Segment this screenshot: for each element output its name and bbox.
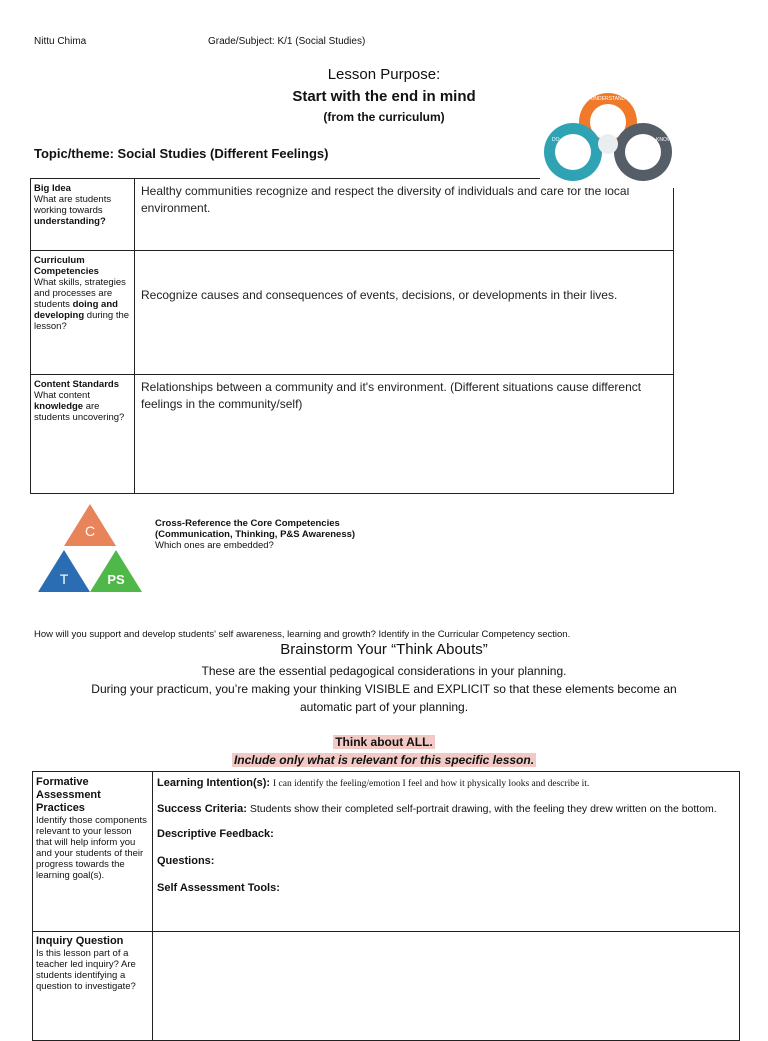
big-idea-label: Big Idea What are students working towards understanding? [31, 179, 135, 250]
c-letter: C [84, 523, 96, 539]
core-competencies-text: Cross-Reference the Core Competencies (Communication, Thinking, P&S Awareness) Which ones are embedded? [155, 518, 356, 551]
understand-do-know-diagram [540, 88, 676, 188]
big-idea-row [31, 179, 673, 250]
competencies-label: Curriculum Competencies What skills, strategies and processes are students doing and developing during the lesson? [31, 251, 135, 374]
support-question: How will you support and develop students' self awareness, learning and growth? Identify in the Curricular Competency section. [34, 629, 571, 640]
think-abouts-table [32, 771, 740, 1041]
core-competencies-logo [36, 498, 144, 594]
competencies-row [31, 250, 673, 374]
brainstorm-p3: automatic part of your planning. [299, 700, 469, 714]
brainstorm-title: Brainstorm Your “Think Abouts” [280, 641, 488, 658]
title-line1: Lesson Purpose: [327, 66, 441, 83]
understand-label: UNDERSTAND [590, 96, 626, 102]
curriculum-table [30, 178, 674, 494]
t-letter: T [59, 571, 69, 587]
know-label: KNOW [656, 137, 672, 143]
big-idea-value: Healthy communities recognize and respect the diversity of individuals and care for the local environment. [141, 184, 630, 215]
formative-content: Learning Intention(s): I can identify the feeling/emotion I feel and how it physically looks and describe it. Success Criteria: Students show their completed self-portrait drawing, with the feeling they drew written on the bottom. Descriptive Feedback: Questions: Self Assessment Tools: [157, 777, 717, 894]
topic-heading: Topic/theme: Social Studies (Different Feelings) [34, 146, 329, 161]
think-all: Think about ALL. [335, 735, 433, 749]
content-standards-row [31, 374, 673, 493]
grade-subject: Grade/Subject: K/1 (Social Studies) [208, 36, 366, 47]
inquiry-label: Inquiry Question Is this lesson part of a teacher led inquiry? Are students identifying a question to investigate? [33, 931, 153, 1041]
author-name: Nittu Chima [34, 36, 87, 47]
competencies-value: Recognize causes and consequences of events, decisions, or developments in their lives. [141, 288, 618, 302]
include-note: Include only what is relevant for this specific lesson. [233, 753, 535, 767]
brainstorm-p1: These are the essential pedagogical considerations in your planning. [201, 664, 567, 678]
content-standards-value: Relationships between a community and it's environment. (Different situations cause differenct feelings in the community/self) [141, 380, 642, 411]
content-standards-label: Content Standards What content knowledge are students uncovering? [31, 375, 135, 493]
formative-label: Formative Assessment Practices Identify those components relevant to your lesson that will help inform you and your students of their progress towards the learning goal(s). [33, 772, 153, 931]
do-label: DO [552, 137, 560, 143]
title-line2: Start with the end in mind [292, 88, 476, 105]
brainstorm-p2: During your practicum, you’re making your thinking VISIBLE and EXPLICIT so that these elements become an [91, 682, 677, 696]
title-line3: (from the curriculum) [323, 110, 445, 124]
ps-letters: PS [107, 572, 125, 587]
